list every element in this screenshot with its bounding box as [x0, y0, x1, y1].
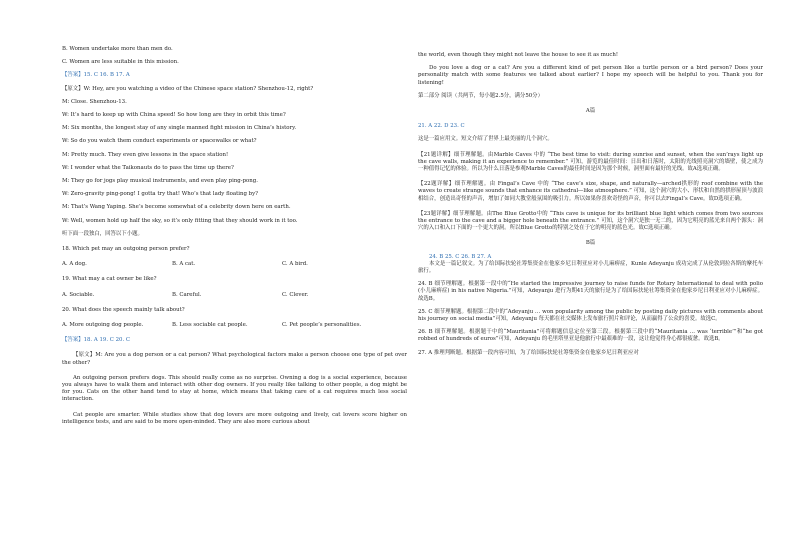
intro: 这是一篇应用文。短文介绍了世界上最美丽的几个洞穴。 [418, 136, 553, 143]
line: M: They go for jogs play musical instruments, and even play ping-pong. [62, 178, 258, 185]
line: C. Women are less suitable in this mission. [62, 59, 179, 66]
line: 听下面一段独白，回答以下小题。 [62, 230, 143, 237]
line: W: Well, women hold up half the sky, so it’s only fitting that they should work in it too. [62, 217, 298, 224]
paragraph: 【原文】M: Are you a dog person or a cat person? What psychological factors make a person choose one type of pet over the other? [62, 352, 407, 366]
line: M: Pretty much. They even give lessons in the space station! [62, 151, 229, 158]
explanation-22: 【22题详解】细节理解题。由 Fingal’s Cave 中的 “The cave’s size, shape, and naturally—arched拱形的 roof combine with the waves to create strange sounds that enhance its cathedral—like atmosphere.” 可知，这个洞穴的大小、形状和自然的拱形屋顶与波浪相结合，创造出奇怪的声音，增加了如同大教堂般氛围的吸引力。所以如果你喜欢奇怪的声音，你可以去Fingal’s Cave。故D选项正确。 [418, 181, 763, 202]
option: A. More outgoing dog people. [62, 322, 144, 329]
explanation-25: 25. C 细节理解题。根据第二段中的“Adeyanju … won popularity among the public by posting daily pictures with comments about his journey on social media”可知，Adeyanju 每天都在社交媒体上发布旅行照片和评论，从而赢得了公众的喜爱。故选C。 [418, 308, 763, 323]
intro: 本文是一篇记叙文。为了给国际扶轮社筹集资金在他家乡尼日利亚应对小儿麻痹症，Kunle Adeyanju 成功完成了从伦敦到拉各斯的摩托车旅行。 [418, 260, 763, 275]
option: C. Pet people’s personalities. [282, 322, 362, 329]
answer-line: 21. A 22. D 23. C [418, 123, 465, 130]
left-column [62, 46, 407, 426]
answer-line: 24. B 25. C 26. B 27. A [429, 253, 492, 260]
question-20: 20. What does the speech mainly talk about? [62, 306, 185, 313]
option: C. A bird. [282, 261, 308, 268]
answer-line: 【答案】15. C 16. B 17. A [62, 72, 130, 79]
line: M: That’s Wang Yaping. She’s become somewhat of a celebrity down here on earth. [62, 204, 291, 211]
explanation-26: 26. B 细节理解题。根据题干中的“Mauritania”可将解题信息定位至第三段。根据第三段中的“Mauritania … was ‘terrible’”和“he got robbed of hundreds of euros”可知，Adeyanju 的毛里塔里亚是他旅行中最艰难的一段，这让他觉得身心都很疲惫。故选B。 [418, 329, 763, 343]
option: B. Less sociable cat people. [172, 322, 248, 329]
line: W: It’s hard to keep up with China speed! So how long are they in orbit this time? [62, 112, 286, 119]
paragraph: Do you love a dog or a cat? Are you a different kind of pet person like a turtle person or a bird person? Does your personality match with some features we talked about earlier? I hope my speech will be helpful to you. Thank you for listening! [418, 65, 763, 86]
section-title-b: B篇 [585, 240, 596, 247]
answer-line: 【答案】18. A 19. C 20. C [62, 337, 130, 344]
question-18: 18. Which pet may an outgoing person prefer? [62, 246, 190, 253]
line: B. Women undertake more than men do. [62, 46, 173, 52]
line: W: Zero-gravity ping-pong! I gotta try that! Who’s that lady floating by? [62, 191, 259, 198]
q20-options [62, 322, 407, 329]
q18-options [62, 261, 407, 268]
q19-options [62, 292, 407, 299]
right-column [418, 52, 763, 357]
explanation-23: 【23题详解】细节理解题。由The Blue Grotto中的 “This cave is unique for its brilliant blue light which comes from two sources the entrance to the cave and a bigger hole beneath the entrance.” 可知，这个洞穴是独一无二的，因为它明亮的蓝光来自两个源头：洞穴的入口和入口下面的一个更大的洞。所以Blue Grotto的特别之处在于它的明亮的蓝色光。故C选项正确。 [418, 210, 763, 232]
line: M: Close. Shenzhou-13. [62, 98, 127, 105]
line: W: So do you watch them conduct experiments or spacewalks or what? [62, 138, 257, 145]
line: 【原文】W: Hey, are you watching a video of the Chinese space station? Shenzhou-12, right? [62, 85, 314, 92]
section-title-a: A篇 [585, 108, 596, 115]
line: M: Six months, the longest stay of any single manned fight mission in China’s history. [62, 125, 297, 132]
option: C. Clever. [282, 291, 309, 298]
option: B. A cat. [172, 261, 196, 268]
section-heading: 第二部分 阅读（共两节，每小题2.5分，满分50分） [418, 92, 543, 99]
option: A. A dog. [62, 261, 87, 268]
option: A. Sociable. [62, 291, 95, 298]
explanation-24: 24. B 细节理解题。根据第一段中的“He started the impressive journey to raise funds for Rotary International to deal with polio (小儿麻痹症) in his native Nigeria.”可知，Adeyanju 进行为期41天的旅行是为了给国际扶轮社筹集资金在他家乡尼日利亚应对小儿麻痹症。故选B。 [418, 281, 763, 302]
paragraph: the world, even though they might not leave the house to see it as much! [418, 52, 619, 58]
paragraph: Cat people are smarter. While studies show that dog lovers are more outgoing and lively, cat lovers score higher on intelligence tests, and are said to be more open-minded. They are also more curious about [62, 411, 407, 425]
explanation-27: 27. A 推理判断题。根据第一段内容可知，为了给国际扶轮社筹集资金在他家乡尼日利亚应对 [418, 349, 639, 356]
explanation-21: 【21题详解】细节理解题。由Marble Caves 中的 “The best time to visit: during sunrise and sunset, when the sun’rays light up the cave walls, making it an experience to remember.” 可知，游览的最佳时间：日出和日落时，太阳的光线照亮洞穴的墙壁，使之成为一种值得记忆的体验。所以为什么日落是参观Marble Caves的最佳时间是因为那个时候，洞里面有最好的光线。故A选项正确。 [418, 151, 763, 173]
question-19: 19. What may a cat owner be like? [62, 276, 157, 283]
option: B. Careful. [172, 291, 202, 298]
paragraph: An outgoing person prefers dogs. This should really come as no surprise. Owning a dog is a social experience, because you always have to walk them and interact with other dog owners. If you really like talking to other people, a dog might be for you. Cats on the other hand tend to stay at home, which means that taking care of a cat requires much less social interaction. [62, 374, 407, 403]
line: W: I wonder what the Taikonauts do to pass the time up there? [62, 164, 234, 171]
